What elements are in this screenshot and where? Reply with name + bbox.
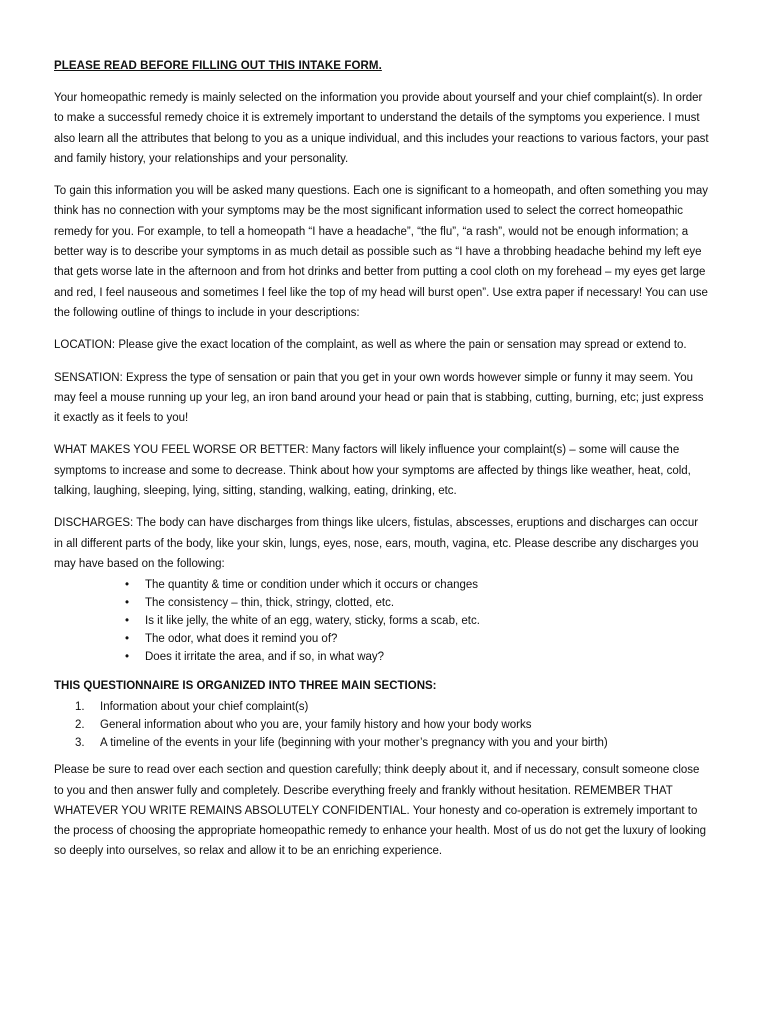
gain-info-paragraph: To gain this information you will be asked many questions. Each one is significant to a homeopath, and often something you may think has no connection with your symptoms may be the most significant information used to select the correct homeopathic remedy for you. For example, to tell a homeopath “I have a headache”, “the flu”, “a rash”, would not be enough information; a better way is to describe your symptoms in as much detail as possible such as “I have a throbbing headache behind my left eye that gets worse late in the afternoon and from hot drinks and better from putting a cool cloth on my forehead – my eyes get large and red, I feel nauseous and sometimes I feel like the top of my head will burst open”. Use extra paper if necessary! You can use the following outline of things to include in your descriptions: (54, 185, 708, 319)
sensation-paragraph: SENSATION: Express the type of sensation or pain that you get in your own words however simple or funny it may seem. You may feel a mouse running up your leg, an iron band around your head or pain that is stabbing, cutting, burning, etc; just express it exactly as it feels to you! (54, 371, 704, 425)
list-item: 3. A timeline of the events in your life (beginning with your mother’s pregnancy with you and your birth) (75, 737, 608, 750)
list-item: • Is it like jelly, the white of an egg, watery, sticky, forms a scab, etc. (125, 612, 710, 630)
list-item: • The odor, what does it remind you of? (125, 630, 710, 648)
list-item: • The consistency – thin, thick, stringy, clotted, etc. (125, 594, 710, 612)
list-item: • Does it irritate the area, and if so, in what way? (125, 648, 710, 666)
discharge-list (54, 576, 710, 666)
intro-paragraph: Your homeopathic remedy is mainly selected on the information you provide about yourself and your chief complaint(s). In order to make a successful remedy choice it is extremely important to understand the details of the symptoms you experience. I must also learn all the attributes that belong to you as a unique individual, and this includes your reactions to various factors, your past and family history, your relationships and your personality. (54, 92, 709, 165)
bullet-icon: • (125, 615, 130, 628)
bullet-icon: • (125, 597, 130, 610)
page-title: PLEASE READ BEFORE FILLING OUT THIS INTAKE FORM. (54, 60, 382, 72)
closing-paragraph: Please be sure to read over each section and question carefully; think deeply about it, and if necessary, consult someone close to you and then answer fully and completely. Describe everything freely and frankly without hesitation. REMEMBER THAT WHATEVER YOU WRITE REMAINS ABSOLUTELY CONFIDENTIAL. Your honesty and co-operation is extremely important to the process of choosing the appropriate homeopathic remedy to enhance your health. Most of us do not get the luxury of looking so deeply into ourselves, so relax and allow it to be an enriching experience. (54, 764, 707, 858)
list-item: 1. Information about your chief complaint(s) (75, 701, 309, 714)
discharges-paragraph: DISCHARGES: The body can have discharges from things like ulcers, fistulas, abscesses, eruptions and discharges can occur in all different parts of the body, like your skin, lungs, eyes, nose, ears, mouth, vagina, etc. Please describe any discharges you may have based on the following: (54, 517, 699, 570)
bullet-icon: • (125, 651, 130, 664)
bullet-icon: • (125, 579, 130, 592)
sections-list (54, 698, 710, 752)
worse-better-paragraph: WHAT MAKES YOU FEEL WORSE OR BETTER: Many factors will likely influence your complaint(s) – some will cause the symptoms to increase and some to decrease. Think about how your symptoms are affected by things like weather, heat, cold, talking, laughing, sleeping, lying, sitting, standing, walking, eating, drinking, etc. (54, 444, 691, 498)
sections-heading: THIS QUESTIONNAIRE IS ORGANIZED INTO THREE MAIN SECTIONS: (54, 680, 437, 693)
list-item: 2. General information about who you are, your family history and how your body works (75, 719, 532, 732)
location-paragraph: LOCATION: Please give the exact location of the complaint, as well as where the pain or sensation may spread or extend to. (54, 339, 687, 352)
list-item: • The quantity & time or condition under which it occurs or changes (125, 576, 710, 594)
bullet-icon: • (125, 633, 130, 646)
